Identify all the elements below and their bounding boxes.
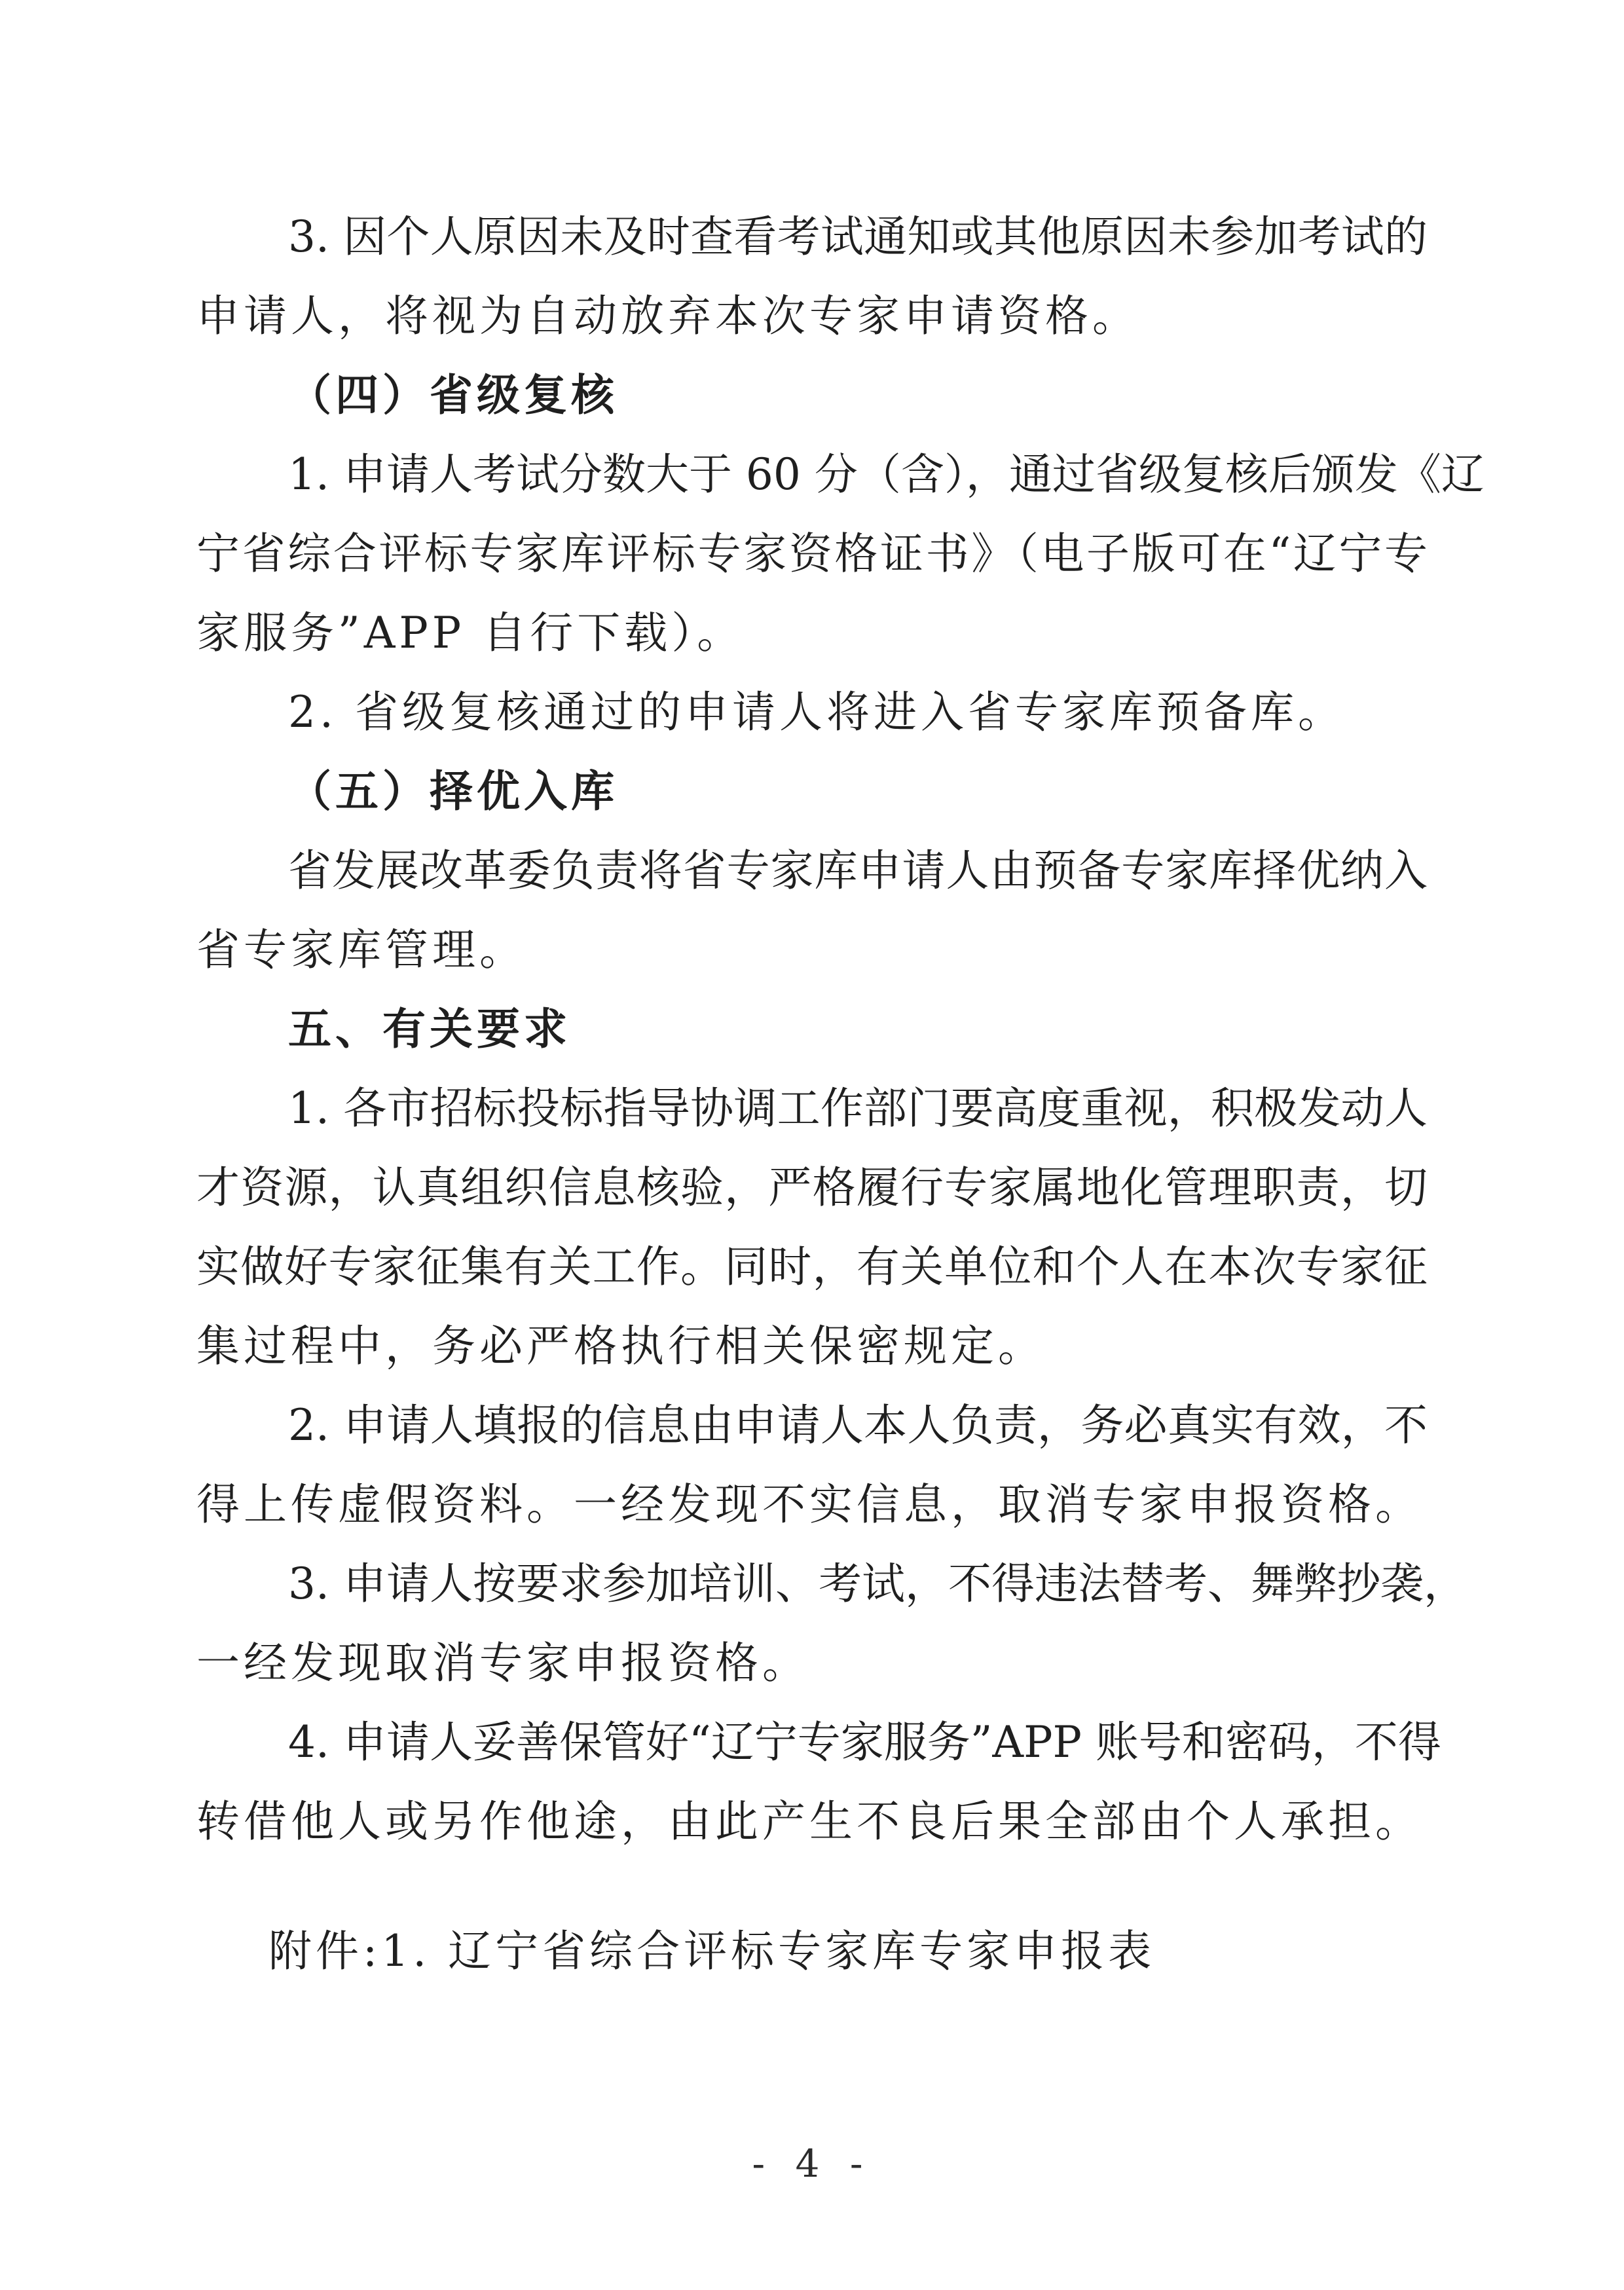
paragraph-line: 才资源，认真组织信息核验，严格履行专家属地化管理职责，切 (196, 1162, 1428, 1213)
subheading-selection: （五）择优入库 (288, 766, 618, 817)
paragraph-line: 2. 申请人填报的信息由申请人本人负责，务必真实有效，不 (288, 1400, 1428, 1450)
attachment-note: 附件:1. 辽宁省综合评标专家库专家申报表 (268, 1926, 1156, 1976)
paragraph-line: 一经发现取消专家申报资格。 (196, 1638, 809, 1688)
paragraph-line: 申请人，将视为自动放弃本次专家申请资格。 (196, 291, 1139, 341)
paragraph-line: 2. 省级复核通过的申请人将进入省专家库预备库。 (288, 687, 1345, 737)
paragraph-line: 3. 申请人按要求参加培训、考试，不得违法替考、舞弊抄袭， (288, 1559, 1467, 1609)
paragraph-line: 3. 因个人原因未及时查看考试通知或其他原因未参加考试的 (288, 212, 1428, 262)
paragraph-line: 家服务”APP 自行下载）。 (196, 608, 745, 658)
page-number: - 4 - (752, 2141, 872, 2186)
paragraph-line: 实做好专家征集有关工作。同时，有关单位和个人在本次专家征 (196, 1242, 1428, 1292)
paragraph-line: 得上传虚假资料。一经发现不实信息，取消专家申报资格。 (196, 1479, 1422, 1530)
subheading-provincial-review: （四）省级复核 (288, 370, 618, 420)
paragraph-line: 4. 申请人妥善保管好“辽宁专家服务”APP 账号和密码，不得 (288, 1717, 1441, 1767)
paragraph-line: 1. 申请人考试分数大于 60 分（含），通过省级复核后颁发《辽 (288, 449, 1485, 500)
paragraph-line: 转借他人或另作他途，由此产生不良后果全部由个人承担。 (196, 1796, 1422, 1847)
paragraph-line: 集过程中，务必严格执行相关保密规定。 (196, 1321, 1045, 1371)
paragraph-line: 宁省综合评标专家库评标专家资格证书》（电子版可在“辽宁专 (196, 528, 1428, 579)
paragraph-line: 省发展改革委负责将省专家库申请人由预备专家库择优纳入 (288, 845, 1428, 896)
section-heading-requirements: 五、有关要求 (288, 1004, 571, 1054)
paragraph-line: 1. 各市招标投标指导协调工作部门要高度重视，积极发动人 (288, 1083, 1428, 1134)
paragraph-line: 省专家库管理。 (196, 925, 526, 975)
